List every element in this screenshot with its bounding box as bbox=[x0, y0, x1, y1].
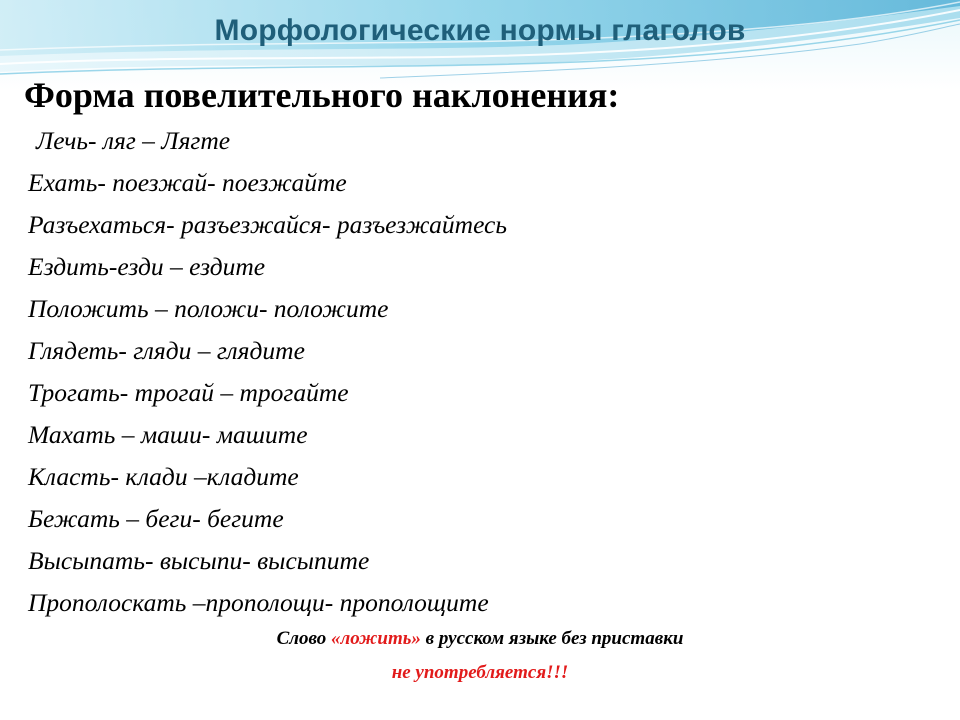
list-item: Трогать- трогай – трогайте bbox=[28, 378, 349, 407]
list-item: Высыпать- высыпи- высыпите bbox=[28, 546, 370, 575]
verb-list bbox=[28, 120, 507, 624]
list-item: Разъехаться- разъезжайся- разъезжайтесь bbox=[28, 210, 507, 239]
list-item: Класть- клади –кладите bbox=[28, 462, 299, 491]
note-line bbox=[0, 628, 960, 650]
list-item: Ехать- поезжай- поезжайте bbox=[28, 168, 347, 197]
note-highlight: «ложить» bbox=[331, 628, 421, 649]
slide-title: Морфологические нормы глаголов bbox=[214, 14, 746, 47]
warning-line: не употребляется!!! bbox=[391, 662, 569, 683]
list-item: Махать – маши- машите bbox=[28, 420, 308, 449]
list-item: Прополоскать –прополощи- прополощите bbox=[28, 588, 489, 617]
list-item: Лечь- ляг – Лягте bbox=[36, 126, 231, 155]
list-item: Глядеть- гляди – глядите bbox=[28, 336, 305, 365]
list-item: Бежать – беги- бегите bbox=[28, 504, 284, 533]
list-item: Ездить-езди – ездите bbox=[28, 252, 266, 281]
note-prefix: Слово bbox=[276, 628, 332, 649]
section-heading: Форма повелительного наклонения: bbox=[24, 75, 620, 115]
note-suffix: в русском языке без приставки bbox=[420, 628, 684, 649]
list-item: Положить – положи- положите bbox=[28, 294, 389, 323]
